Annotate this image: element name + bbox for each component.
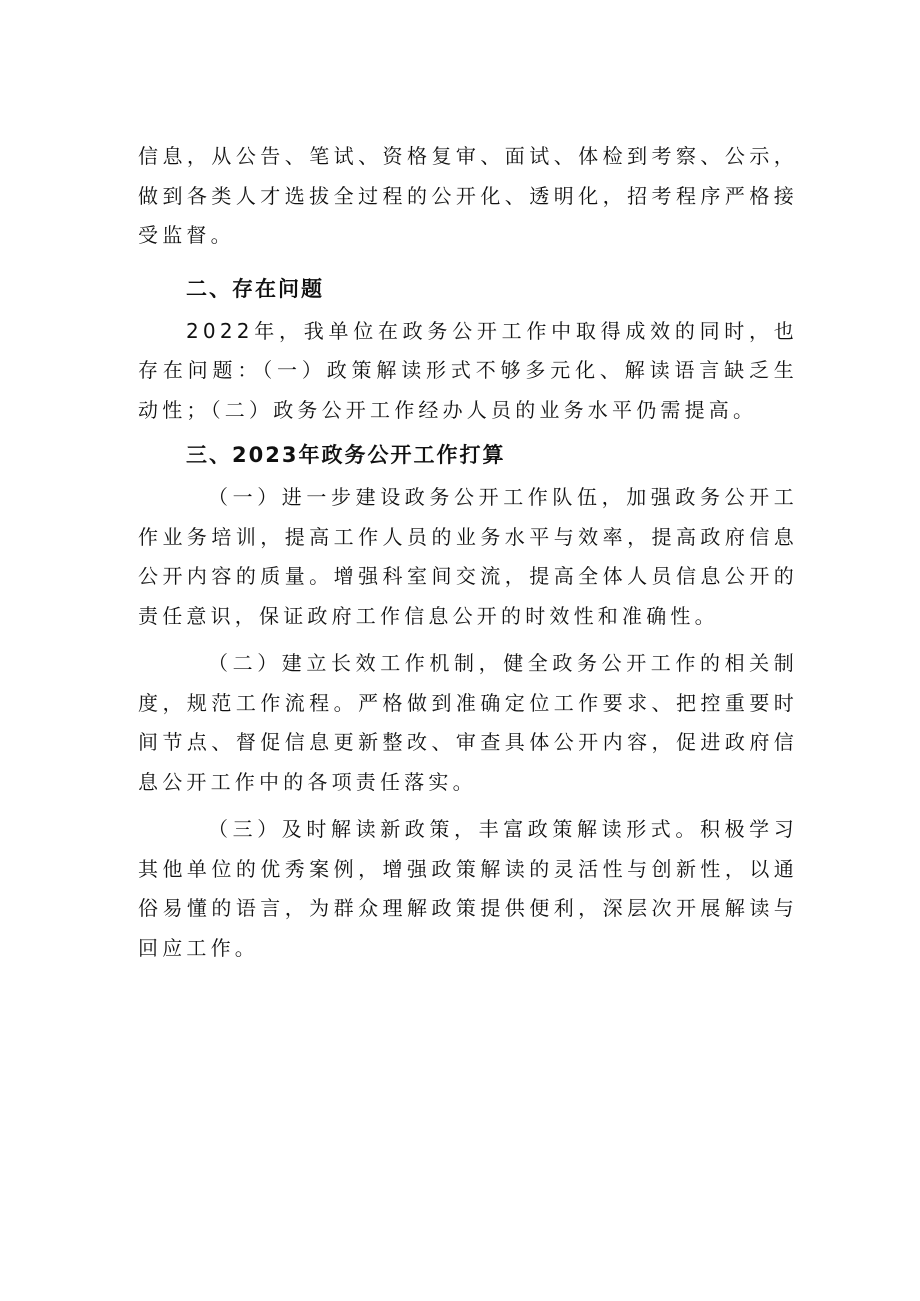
paragraph-problems: 2022年，我单位在政务公开工作中取得成效的同时，也存在问题：（一）政策解读形式不够多元化、解读语言缺乏生动性；（二）政务公开工作经办人员的业务水平仍需提高。 bbox=[138, 318, 798, 422]
paragraph-plan-item: （一）进一步建设政务公开工作队伍，加强政务公开工作业务培训，提高工作人员的业务水平与效率，提高政府信息公开内容的质量。增强科室间交流，提高全体人员信息公开的责任意识，保证政府工作信息公开的时效性和准确性。 bbox=[138, 485, 798, 628]
document-body bbox=[138, 137, 798, 968]
paragraph-continuation: 信息，从公告、笔试、资格复审、面试、体检到考察、公示，做到各类人才选拔全过程的公开化、透明化，招考程序严格接受监督。 bbox=[138, 144, 798, 247]
section-heading-plans: 三、2023年政务公开工作打算 bbox=[186, 443, 506, 467]
section-heading-problems: 二、存在问题 bbox=[186, 276, 324, 301]
paragraph-plan-item: （二）建立长效工作机制，健全政务公开工作的相关制度，规范工作流程。严格做到准确定位工作要求、把控重要时间节点、督促信息更新整改、审查具体公开内容，促进政府信息公开工作中的各项责任落实。 bbox=[138, 651, 798, 794]
paragraph-plan-item: （三）及时解读新政策，丰富政策解读形式。积极学习其他单位的优秀案例，增强政策解读的灵活性与创新性，以通俗易懂的语言，为群众理解政策提供便利，深层次开展解读与回应工作。 bbox=[138, 817, 798, 960]
